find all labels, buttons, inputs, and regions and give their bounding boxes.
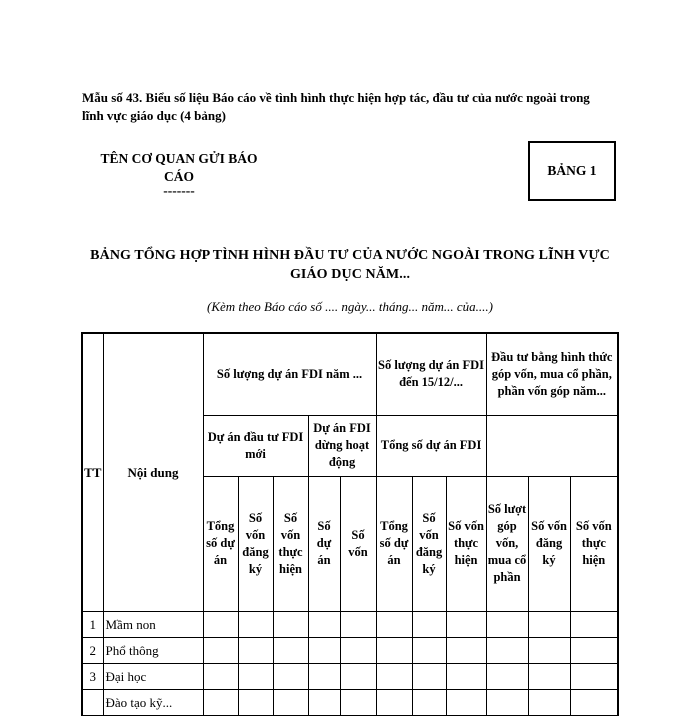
row-number: 3: [82, 663, 103, 689]
row-label: Đào tạo kỹ...: [103, 689, 203, 715]
row-label: Đại học: [103, 663, 203, 689]
row-number: 1: [82, 611, 103, 637]
table-row: [82, 689, 618, 715]
col-stopped-projects: Số dự án: [308, 476, 340, 611]
row-number: [82, 689, 103, 715]
form-title: Mẫu số 43. Biểu số liệu Báo cáo về tình hình thực hiện hợp tác, đầu tư của nước ngoài trong lĩnh vực giáo dục (4 bảng): [82, 90, 590, 123]
report-heading: BẢNG TỔNG HỢP TÌNH HÌNH ĐẦU TƯ CỦA NƯỚC NGOÀI TRONG LĨNH VỰC GIÁO DỤC NĂM...: [90, 248, 610, 282]
agency-name: TÊN CƠ QUAN GỬI BÁO CÁO: [100, 151, 258, 184]
col-realized-capital-contribution: Số vốn thực hiện: [570, 476, 618, 611]
subheader-total-fdi: Tổng số dự án FDI: [376, 415, 486, 476]
subheader-empty: [486, 415, 618, 476]
table-number-box: [528, 141, 616, 201]
col-realized-capital-cumulative: Số vốn thực hiện: [446, 476, 486, 611]
col-contribution-count: Số lượt góp vốn, mua cổ phần: [486, 476, 528, 611]
row-label: Mầm non: [103, 611, 203, 637]
col-registered-capital-cumulative: Số vốn đăng ký: [412, 476, 446, 611]
col-registered-capital-contribution: Số vốn đăng ký: [528, 476, 570, 611]
row-label: Phổ thông: [103, 637, 203, 663]
fdi-summary-table: [81, 332, 619, 716]
col-stopped-capital: Số vốn: [340, 476, 376, 611]
col-total-projects: Tổng số dự án: [203, 476, 238, 611]
group-header-fdi-cumulative: Số lượng dự án FDI đến 15/12/...: [376, 333, 486, 415]
col-header-tt: TT: [82, 333, 103, 611]
group-header-fdi-year: Số lượng dự án FDI năm ...: [203, 333, 376, 415]
table-row: [82, 611, 618, 637]
agency-label: [86, 150, 272, 196]
subheader-new-fdi: Dự án đầu tư FDI mới: [203, 415, 308, 476]
col-realized-capital: Số vốn thực hiện: [273, 476, 308, 611]
col-total-projects-cumulative: Tổng số dự án: [376, 476, 412, 611]
row-number: 2: [82, 637, 103, 663]
col-header-content: Nội dung: [103, 333, 203, 611]
group-header-capital-contribution: Đầu tư bằng hình thức góp vốn, mua cổ phần, phần vốn góp năm...: [486, 333, 618, 415]
table-row: [82, 663, 618, 689]
table-row: [82, 637, 618, 663]
agency-separator: -------: [163, 183, 195, 198]
table-number-label: BẢNG 1: [547, 163, 597, 178]
subheader-stopped-fdi: Dự án FDI dừng hoạt động: [308, 415, 376, 476]
report-note: (Kèm theo Báo cáo số .... ngày... tháng... năm... của....): [207, 299, 493, 314]
col-registered-capital: Số vốn đăng ký: [238, 476, 273, 611]
